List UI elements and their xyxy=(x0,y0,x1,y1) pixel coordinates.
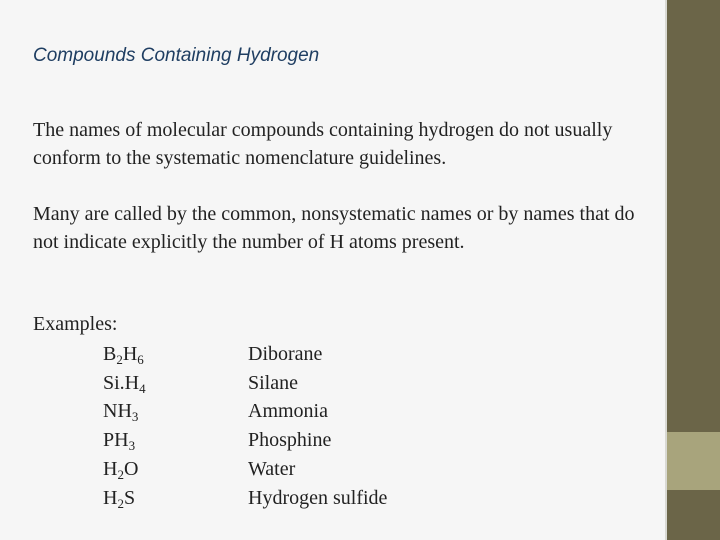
formula: $B_2H_6$ xyxy=(103,343,144,367)
formula: $Si.H_4$ xyxy=(103,372,146,396)
paragraph-2: Many are called by the common, nonsystematic names or by names that do not indicate explicitly the number of H atoms present. xyxy=(33,203,635,253)
formula: $PH_3$ xyxy=(103,429,136,453)
slide-title: Compounds Containing Hydrogen xyxy=(33,45,320,66)
compound-name: Diborane xyxy=(248,343,323,365)
sidebar-dark-bottom xyxy=(667,490,720,540)
compound-name: Water xyxy=(248,458,296,480)
compound-name: Silane xyxy=(248,372,298,394)
formula: $NH_3$ xyxy=(103,400,139,424)
formula: $H_2S$ xyxy=(103,487,136,511)
sidebar-accent xyxy=(667,432,720,490)
compound-name: Ammonia xyxy=(248,400,328,422)
sidebar-dark-top xyxy=(667,0,720,432)
compound-name: Hydrogen sulfide xyxy=(248,487,388,509)
examples-label: Examples: xyxy=(33,313,118,335)
compound-name: Phosphine xyxy=(248,429,332,451)
formula: $H_2O$ xyxy=(103,458,139,482)
paragraph-1: The names of molecular compounds containing hydrogen do not usually conform to the systematic nomenclature guidelines. xyxy=(33,119,613,169)
